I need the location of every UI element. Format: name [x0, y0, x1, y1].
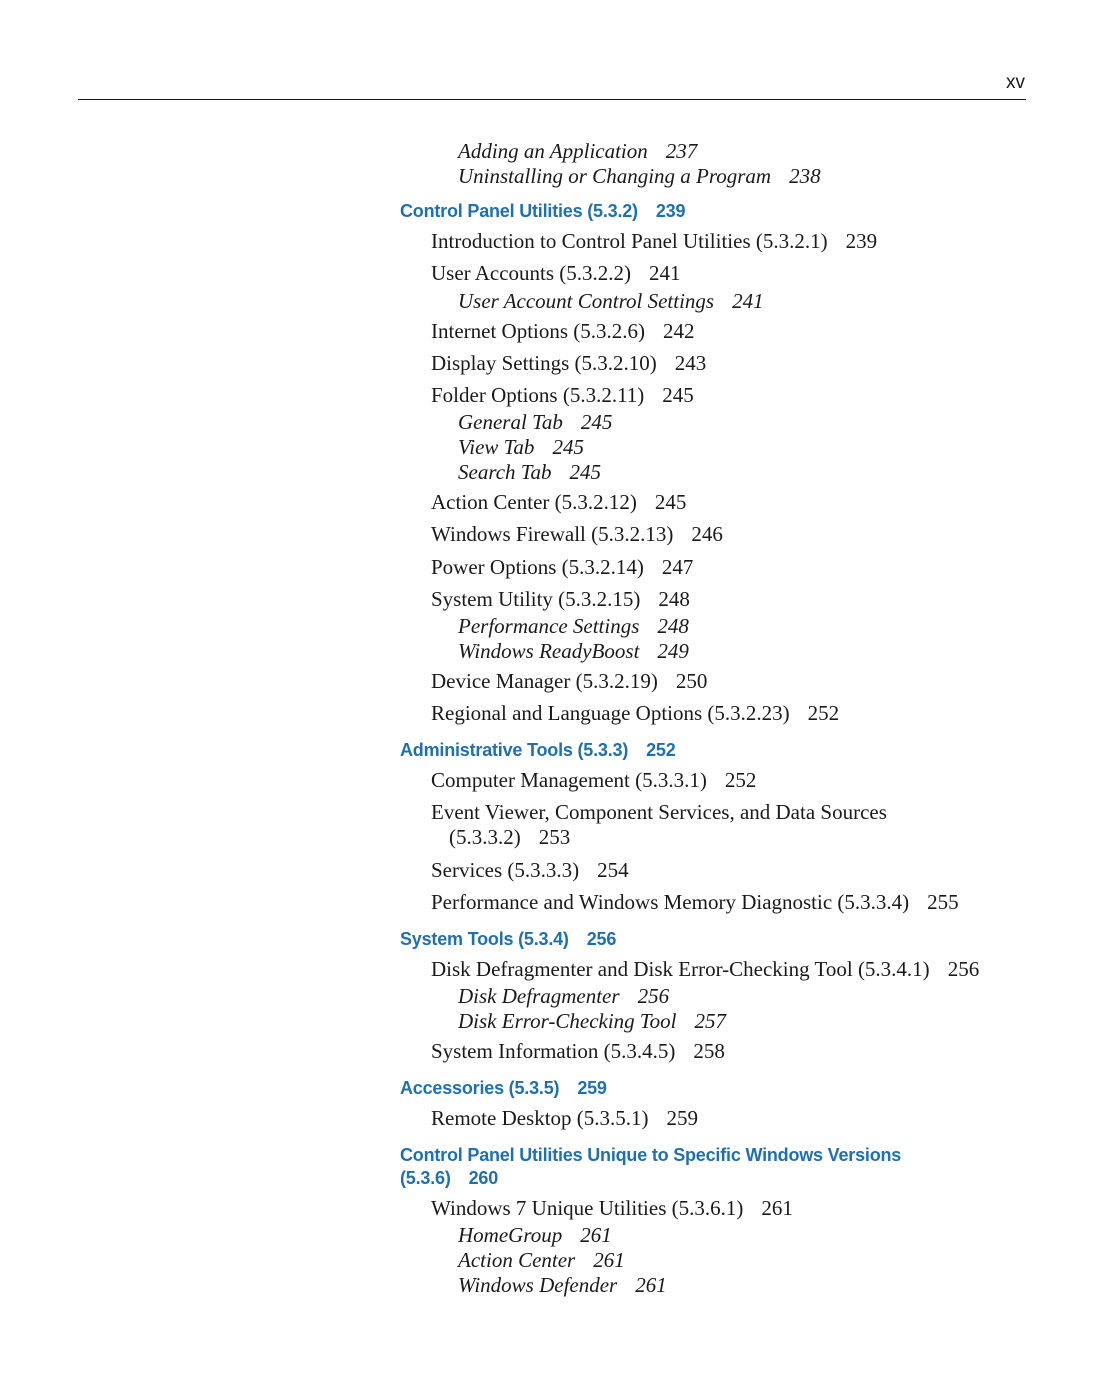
toc-entry[interactable] — [431, 555, 693, 580]
entry-title: Event Viewer, Component Services, and Data Sources — [431, 800, 887, 824]
entry-page: 252 — [646, 740, 676, 760]
toc-entry[interactable] — [458, 164, 821, 189]
entry-page: 238 — [789, 164, 821, 188]
entry-title: Computer Management (5.3.3.1) — [431, 768, 707, 792]
entry-title: Action Center — [458, 1248, 576, 1272]
entry-page: 249 — [657, 639, 689, 663]
entry-title: Device Manager (5.3.2.19) — [431, 669, 658, 693]
entry-title-continuation: (5.3.3.2) — [449, 825, 521, 849]
entry-title: Windows ReadyBoost — [458, 639, 640, 663]
entry-page: 261 — [635, 1273, 667, 1297]
entry-page: 258 — [693, 1039, 725, 1063]
toc-entry[interactable] — [431, 522, 723, 547]
entry-page: 261 — [593, 1248, 625, 1272]
entry-page: 241 — [732, 289, 764, 313]
entry-page: 252 — [724, 768, 757, 792]
entry-title: System Utility (5.3.2.15) — [431, 587, 641, 611]
toc-entry[interactable] — [458, 139, 697, 164]
toc-entry[interactable] — [431, 1039, 725, 1064]
entry-title: Control Panel Utilities Unique to Specific Windows Versions — [400, 1145, 902, 1165]
toc-entry[interactable] — [458, 1223, 612, 1248]
toc-entry[interactable] — [431, 1106, 698, 1131]
entry-title: General Tab — [458, 410, 563, 434]
toc-section-heading-continuation[interactable] — [400, 1168, 498, 1189]
entry-title: View Tab — [458, 435, 535, 459]
toc-entry[interactable] — [458, 1248, 625, 1273]
entry-title: Power Options (5.3.2.14) — [431, 555, 644, 579]
entry-page: 259 — [666, 1106, 699, 1130]
entry-page: 256 — [637, 984, 670, 1008]
entry-page: 243 — [674, 351, 707, 375]
toc-entry[interactable] — [458, 289, 764, 314]
entry-title: Internet Options (5.3.2.6) — [431, 319, 646, 343]
entry-title: Windows 7 Unique Utilities (5.3.6.1) — [431, 1196, 744, 1220]
toc-entry[interactable] — [431, 890, 959, 915]
toc-section-heading[interactable] — [400, 1078, 607, 1099]
entry-page: 241 — [649, 261, 681, 285]
entry-page: 245 — [654, 490, 687, 514]
toc-section-heading[interactable] — [400, 740, 676, 761]
entry-title-continuation: (5.3.6) — [400, 1168, 451, 1188]
entry-title: Administrative Tools (5.3.3) — [400, 740, 629, 760]
entry-page: 261 — [580, 1223, 612, 1247]
entry-title: Introduction to Control Panel Utilities (5.3.2.1) — [431, 229, 828, 253]
toc-entry[interactable] — [431, 229, 877, 254]
header-rule — [78, 99, 1026, 100]
toc-entry[interactable] — [431, 319, 695, 344]
toc-entry[interactable] — [458, 984, 669, 1009]
entry-page: 259 — [577, 1078, 607, 1098]
entry-page: 254 — [597, 858, 629, 882]
toc-section-heading[interactable] — [400, 929, 616, 950]
entry-title: System Information (5.3.4.5) — [431, 1039, 676, 1063]
entry-title: Regional and Language Options (5.3.2.23) — [431, 701, 790, 725]
entry-title: Control Panel Utilities (5.3.2) — [400, 201, 638, 221]
toc-entry[interactable] — [431, 587, 690, 612]
toc-entry[interactable] — [458, 639, 689, 664]
entry-title: Search Tab — [458, 460, 552, 484]
entry-title: Disk Defragmenter — [458, 984, 620, 1008]
toc-entry[interactable] — [458, 1273, 667, 1298]
entry-title: Uninstalling or Changing a Program — [458, 164, 772, 188]
entry-title: Folder Options (5.3.2.11) — [431, 383, 645, 407]
entry-page: 245 — [662, 383, 694, 407]
page-number: xv — [1006, 72, 1025, 93]
entry-page: 256 — [947, 957, 980, 981]
toc-entry[interactable] — [458, 410, 612, 435]
toc-entry[interactable] — [431, 768, 756, 793]
entry-page: 239 — [655, 201, 686, 221]
entry-page: 248 — [657, 614, 689, 638]
toc-entry[interactable] — [431, 490, 686, 515]
entry-title: Performance and Windows Memory Diagnostic (5.3.3.4) — [431, 890, 910, 914]
entry-page: 261 — [761, 1196, 793, 1220]
entry-page: 253 — [538, 825, 571, 849]
toc-entry[interactable] — [431, 1196, 793, 1221]
entry-title: System Tools (5.3.4) — [400, 929, 569, 949]
entry-page: 245 — [569, 460, 602, 484]
entry-title: User Accounts (5.3.2.2) — [431, 261, 632, 285]
entry-title: Adding an Application — [458, 139, 648, 163]
entry-title: HomeGroup — [458, 1223, 563, 1247]
entry-title: Services (5.3.3.3) — [431, 858, 580, 882]
entry-page: 247 — [661, 555, 694, 579]
toc-section-heading[interactable] — [400, 1145, 901, 1166]
entry-title: Disk Error-Checking Tool — [458, 1009, 677, 1033]
entry-title: User Account Control Settings — [458, 289, 715, 313]
entry-page: 250 — [675, 669, 708, 693]
entry-title: Windows Defender — [458, 1273, 618, 1297]
entry-title: Remote Desktop (5.3.5.1) — [431, 1106, 649, 1130]
toc-entry[interactable] — [431, 383, 694, 408]
entry-title: Action Center (5.3.2.12) — [431, 490, 637, 514]
toc-section-heading[interactable] — [400, 201, 685, 222]
toc-entry[interactable] — [431, 261, 681, 286]
entry-page: 255 — [927, 890, 959, 914]
entry-title: Display Settings (5.3.2.10) — [431, 351, 657, 375]
toc-entry[interactable] — [458, 435, 584, 460]
toc-entry[interactable] — [431, 957, 979, 982]
entry-title: Performance Settings — [458, 614, 640, 638]
entry-page: 239 — [845, 229, 878, 253]
entry-page: 252 — [807, 701, 840, 725]
entry-page: 256 — [586, 929, 617, 949]
entry-title: Disk Defragmenter and Disk Error-Checking Tool (5.3.4.1) — [431, 957, 930, 981]
toc-entry[interactable] — [431, 701, 839, 726]
entry-title: Accessories (5.3.5) — [400, 1078, 560, 1098]
entry-page: 248 — [658, 587, 690, 611]
toc-entry[interactable] — [431, 351, 706, 376]
entry-title: Windows Firewall (5.3.2.13) — [431, 522, 674, 546]
entry-page: 257 — [694, 1009, 727, 1033]
entry-page: 246 — [691, 522, 723, 546]
entry-page: 245 — [580, 410, 613, 434]
toc-entry-continuation[interactable] — [449, 825, 570, 850]
entry-page: 237 — [665, 139, 698, 163]
toc-entry[interactable] — [458, 460, 601, 485]
toc-entry[interactable] — [431, 858, 629, 883]
entry-page: 242 — [663, 319, 695, 343]
toc-entry[interactable] — [458, 1009, 726, 1034]
toc-entry[interactable] — [431, 669, 707, 694]
toc-entry[interactable] — [458, 614, 689, 639]
entry-page: 245 — [552, 435, 584, 459]
toc-entry[interactable] — [431, 800, 887, 825]
entry-page: 260 — [468, 1168, 499, 1188]
